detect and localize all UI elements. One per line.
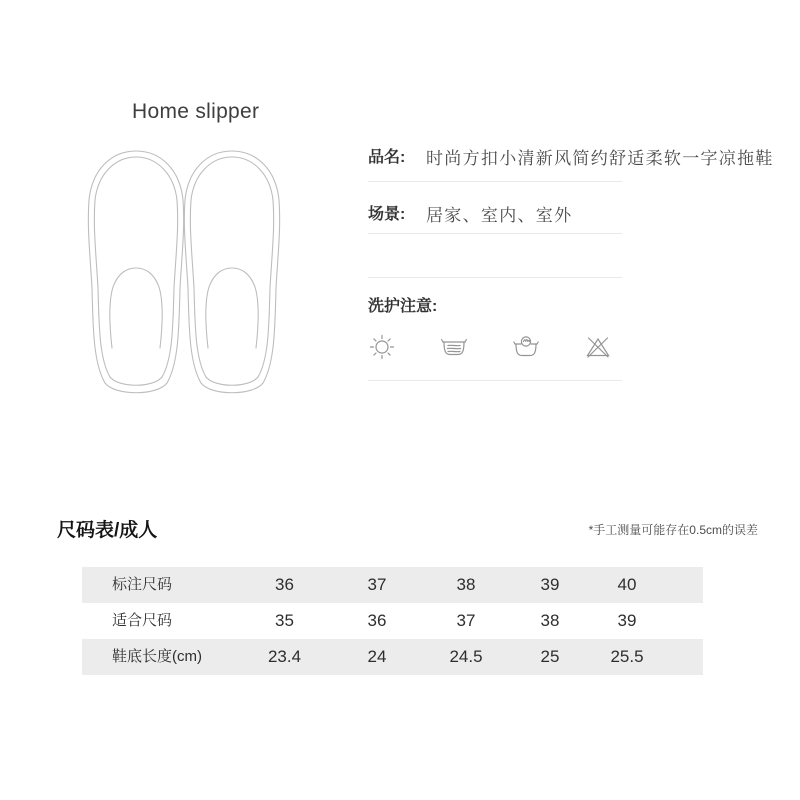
table-cell: 39 [617,611,637,630]
table-cell: 37 [456,611,476,630]
care-instructions-label: 洗护注意: [368,298,438,315]
row-header: 适合尺码 [112,612,173,629]
table-cell: 36 [367,611,387,630]
table-cell: 39 [540,575,560,594]
measurement-disclaimer: *手工测量可能存在0.5cm的误差 [588,523,758,537]
table-cell: 40 [617,575,637,594]
table-cell: 24.5 [449,647,483,666]
table-row-sole-length [82,639,703,675]
scene-label: 场景: [368,206,406,223]
table-row-fit-size [82,603,703,639]
product-name-value: 时尚方扣小清新风简约舒适柔软一字凉拖鞋 [426,149,774,168]
divider [368,233,622,234]
size-table [82,567,703,675]
table-cell: 37 [367,575,387,594]
table-cell: 24 [367,647,387,666]
sun-dry-icon [368,333,396,361]
wash-basin-icon [440,333,468,361]
table-cell: 38 [456,575,476,594]
slippers-line-drawing [76,148,286,398]
no-bleach-icon [584,333,612,361]
product-name-row [368,144,774,169]
size-chart-title: 尺码表/成人 [57,520,158,541]
care-icons-row [368,333,612,361]
scene-row [368,201,572,226]
table-cell: 25.5 [610,647,644,666]
product-name-label: 品名: [368,149,406,166]
table-cell: 38 [540,611,560,630]
table-cell: 25 [540,647,560,666]
scene-value: 居家、室内、室外 [426,206,573,225]
table-cell: 23.4 [267,647,302,666]
row-header: 标注尺码 [112,576,173,593]
divider [368,380,622,381]
hero-title: Home slipper [132,100,260,123]
row-header: 鞋底长度(cm) [112,648,202,665]
hand-wash-icon [512,333,540,361]
divider [368,277,622,278]
slippers-illustration [76,148,286,398]
divider [368,181,622,182]
table-cell: 35 [275,611,294,630]
table-row-labeled-size [82,567,703,603]
table-cell: 36 [275,575,294,594]
